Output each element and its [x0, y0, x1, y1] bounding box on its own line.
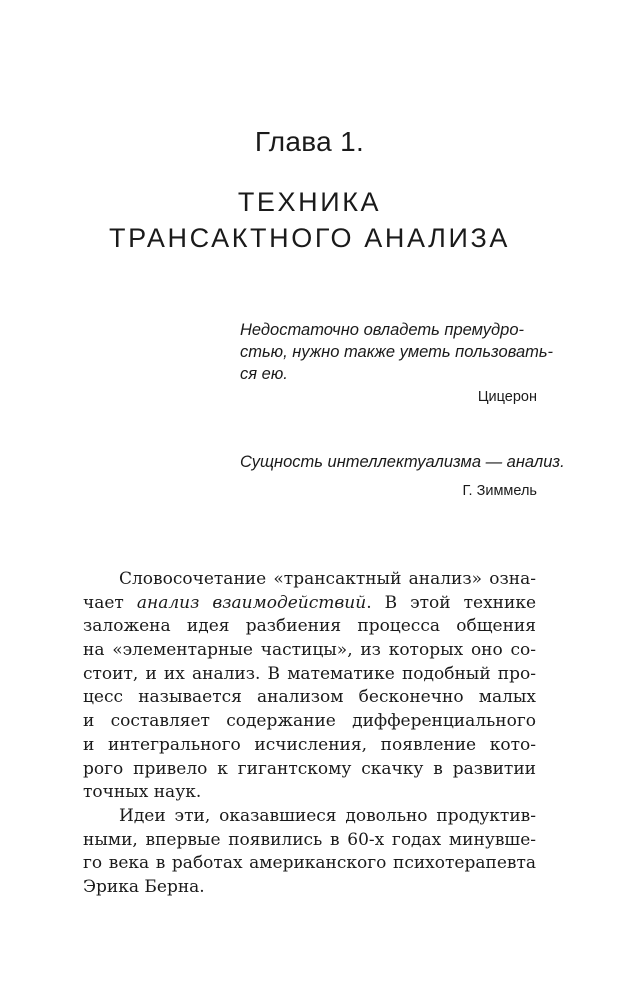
paragraph-1-line: заложена идея разбиения процесса общения — [83, 616, 536, 637]
chapter-title — [0, 184, 619, 256]
epigraph-author: Г. Зиммель — [462, 483, 537, 499]
epigraph-cicero — [240, 319, 554, 405]
epigraph-quote-line: Сущность интеллектуализма — анализ. — [240, 453, 565, 471]
paragraph-1-line: Словосочетание «трансактный анализ» озна- — [119, 569, 536, 589]
epigraph-quote-line: стью, нужно также уметь пользовать- — [240, 343, 554, 361]
paragraph-1-line: на «элементарные частицы», из которых оно со- — [83, 640, 536, 661]
epigraph-author: Цицерон — [477, 389, 537, 405]
paragraph-2-line: Идеи эти, оказавшиеся довольно продуктив- — [119, 805, 536, 826]
epigraph-quote-line: ся ею. — [240, 365, 288, 383]
paragraph-1-line: рого привело к гигантскому скачку в развитии — [83, 758, 536, 779]
chapter-title-line-2: ТРАНСАКТНОГО АНАЛИЗА — [109, 223, 510, 253]
emphasis-term: анализ взаимодействий — [136, 592, 367, 613]
text-run: чает — [83, 592, 137, 613]
paragraph-1-line: стоит, и их анализ. В математике подобный про- — [83, 663, 536, 684]
paragraph-2-line: ными, впервые появились в 60-х годах минувше- — [83, 829, 536, 850]
text-run: . В этой технике — [366, 592, 537, 613]
paragraph-1-line: и составляет содержание дифференциального — [83, 711, 536, 732]
chapter-title-line-1: ТЕХНИКА — [237, 187, 382, 217]
chapter-number: Глава 1. — [254, 126, 365, 157]
paragraph-1-line — [83, 592, 536, 616]
paragraph-2-line: го века в работах американского психотерапевта — [83, 853, 536, 874]
body-text — [83, 568, 536, 900]
epigraph-simmel — [240, 451, 565, 499]
paragraph-2-line: Эрика Берна. — [83, 876, 205, 897]
paragraph-1-line: точных наук. — [83, 782, 202, 803]
epigraph-quote-line: Недостаточно овладеть премудро- — [240, 321, 524, 339]
paragraph-1-line: цесс называется анализом бесконечно малых — [83, 687, 536, 708]
paragraph-1-line: и интегрального исчисления, появление кото- — [83, 734, 536, 755]
